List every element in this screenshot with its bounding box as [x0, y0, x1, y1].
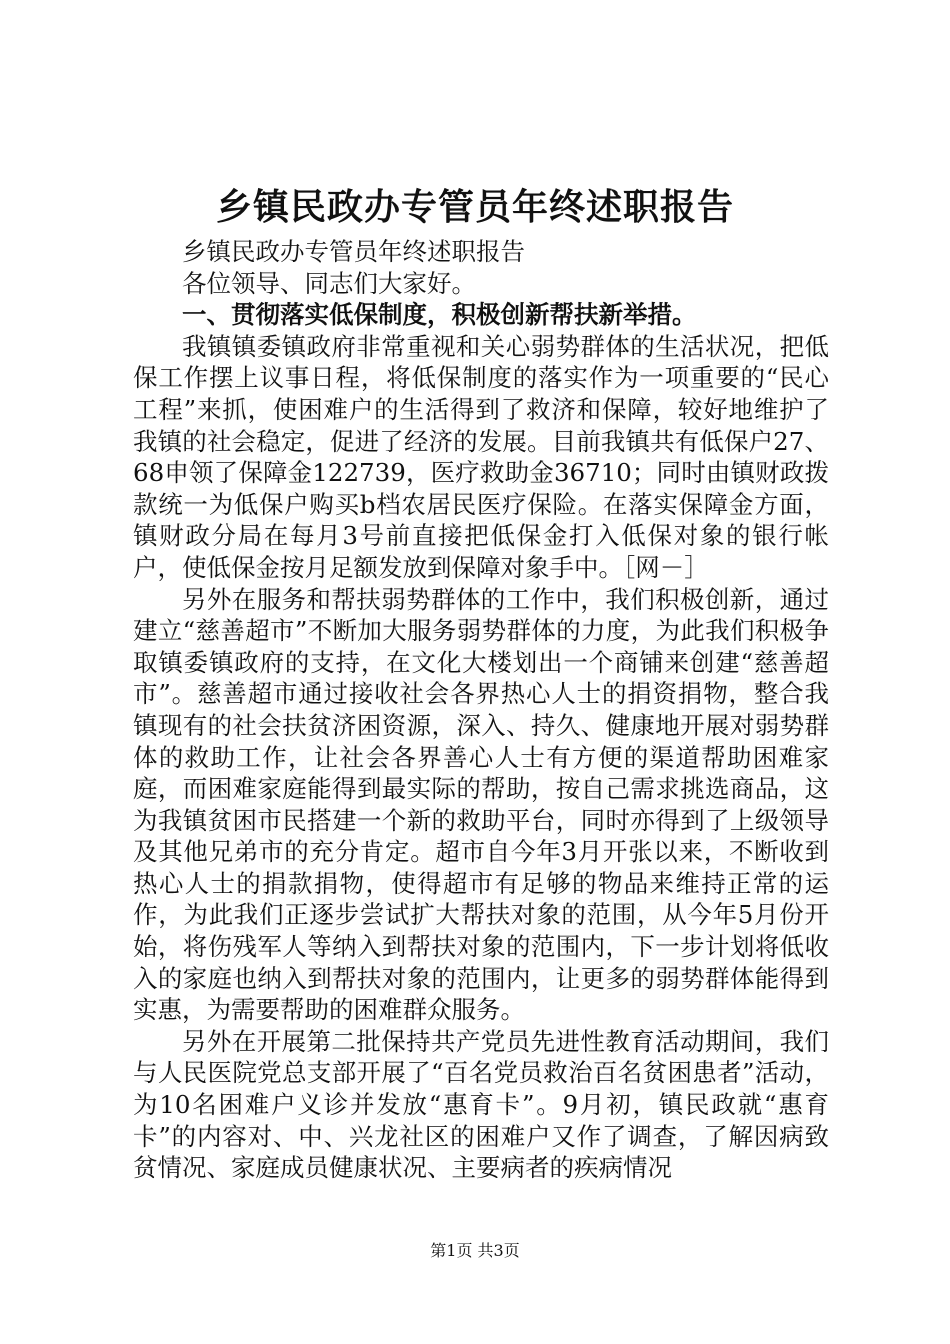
paragraph-subtitle: 乡镇民政办专管员年终述职报告 — [182, 237, 525, 266]
paragraph-body: 另外在服务和帮扶弱势群体的工作中，我们积极创新，通过建立“慈善超市”不断加大服务弱势群体的力度，为此我们积极争取镇委镇政府的支持，在文化大楼划出一个商铺来创建“慈善超市”。慈善超市通过接收社会各界热心人士的捐资捐物，整合我镇现有的社会扶贫济困资源，深入、持久、健康地开展对弱势群体的救助工作，让社会各界善心人士有方便的渠道帮助困难家庭，而困难家庭能得到最实际的帮助，按自己需求挑选商品，这为我镇贫困市民搭建一个新的救助平台，同时亦得到了上级领导及其他兄弟市的充分肯定。超市自今年3月开张以来，不断收到热心人士的捐款捐物，使得超市有足够的物品来维持正常的运作，为此我们正逐步尝试扩大帮扶对象的范围，从今年5月份开始，将伤残军人等纳入到帮扶对象的范围内，下一步计划将低收入的家庭也纳入到帮扶对象的范围内，让更多的弱势群体能得到实惠，为需要帮助的困难群众服务。 — [133, 584, 829, 1025]
document-body — [133, 236, 829, 1184]
paragraph-body: 我镇镇委镇政府非常重视和关心弱势群体的生活状况，把低保工作摆上议事日程，将低保制度的落实作为一项重要的“民心工程”来抓，使困难户的生活得到了救济和保障，较好地维护了我镇的社会稳定，促进了经济的发展。目前我镇共有低保户27、68申领了保障金122739，医疗救助金36710；同时由镇财政拨款统一为低保户购买b档农居民医疗保险。在落实保障金方面，镇财政分局在每月3号前直接把低保金打入低保对象的银行帐户，使低保金按月足额发放到保障对象手中。［网－］ — [133, 331, 829, 582]
paragraph-body: 另外在开展第二批保持共产党员先进性教育活动期间，我们与人民医院党总支部开展了“百名党员救治百名贫困患者”活动，为10名困难户义诊并发放“惠育卡”。9月初，镇民政就“惠育卡”的内容对、中、兴龙社区的困难户又作了调查，了解因病致贫情况、家庭成员健康状况、主要病者的疾病情况 — [133, 1026, 829, 1183]
paragraph-greeting: 各位领导、同志们大家好。 — [182, 268, 476, 298]
document-title: 乡镇民政办专管员年终述职报告 — [215, 186, 734, 228]
page-footer: 第1页 共3页 — [430, 1241, 520, 1260]
section-heading: 一、贯彻落实低保制度，积极创新帮扶新举措。 — [182, 300, 697, 330]
